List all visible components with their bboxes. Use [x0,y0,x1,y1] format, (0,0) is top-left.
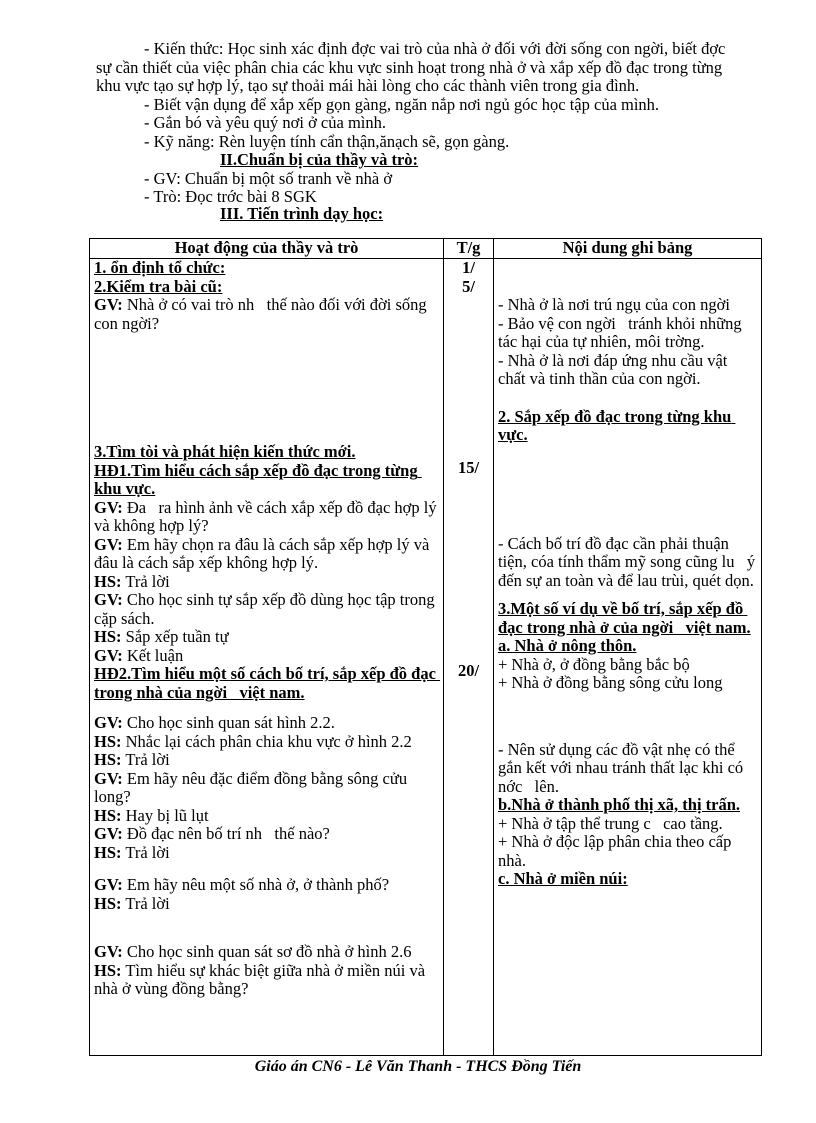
prep-teacher: - GV: Chuẩn bị một số tranh về nhà ở [144,168,393,188]
activities-column [90,259,444,1056]
activity-line: HS: Sắp xếp tuần tự [94,627,229,646]
header-time: T/g [444,239,494,259]
activity-1-heading: HĐ1.Tìm hiểu cách sắp xếp đồ đạc trong từng khu vực. [94,460,422,498]
spacer [498,259,757,296]
content-line: + Nhà ở tập thể trung c cao tầng. [498,813,723,833]
content-line: + Nhà ở đồng bằng sông cửu long [498,673,723,692]
content-line: - Nên sử dụng các đồ vật nhẹ có thể gắn kết với nhau tránh thất lạc khi có nớc lên. [498,739,748,796]
objective-knowledge: - Kiến thức: Học sinh xác định đợc vai trò của nhà ở đối với đời sống con ngời, biết đợc sự cần thiết của việc phân chia các khu vực sinh hoạt trong nhà ở và xắp xếp đồ đạc trong từng khu vực tạo sự hợp lý, tạo sự thoải mái hài lòng cho các thành viên trong gia đình. [96,39,726,95]
objective-skill: - Kỹ năng: Rèn luyện tính cẩn thận,ănạch sẽ, gọn gàng. [144,131,510,151]
activity-line: HS: Tìm hiểu sự khác biệt giữa nhà ở miền núi và nhà ở vùng đồng bằng? [94,960,430,998]
activity-line: GV: Đa ra hình ảnh về cách xắp xếp đồ đạc hợp lý và không hợp lý? [94,497,441,535]
content-column [494,259,762,1056]
content-heading-a: a. Nhà ở nông thôn. [498,636,637,655]
content-line: - Cách bố trí đồ đạc cần phải thuận tiện, cóa tính thẩm mỹ song cũng lu ý đến sự an toàn và để lau trùi, quét dọn. [498,533,760,590]
content-line: + Nhà ở, ở đồng bằng bắc bộ [498,654,690,674]
question-role: GV: Nhà ở có vai trò nh thế nào đối với đời sống con ngời? [94,295,431,333]
objective-attitude: - Gắn bó và yêu quý nơi ở của mình. [144,113,386,132]
activity-line: HS: Trả lời [94,750,170,769]
activity-line: HS: Trả lời [94,571,170,591]
spacer [498,445,757,535]
section-process-heading: III. Tiến trình dạy học: [220,203,384,223]
activity-line: HS: Nhắc lại cách phân chia khu vực ở hình 2.2 [94,731,412,751]
content-line: - Bảo vệ con ngời tránh khỏi những tác hại của tự nhiên, môi trờng. [498,313,746,351]
activity-line: HS: Hay bị lũ lụt [94,805,209,825]
activity-line: HS: Trả lời [94,893,170,913]
content-heading-2: 2. Sắp xếp đồ đạc trong từng khu vực. [498,406,736,444]
page-footer: Giáo án CN6 - Lê Văn Thanh - THCS Đồng Tiến [254,1058,582,1075]
content-heading-3: 3.Một số ví dụ về bố trí, sắp xếp đồ đạc trong nhà ở của ngời việt nam. [498,599,751,637]
step-check-old: 2.Kiểm tra bài cũ: [94,276,223,296]
activity-line: GV: Em hãy nêu đặc điểm đồng bằng sông cửu long? [94,768,412,806]
spacer [498,389,757,408]
activity-line: GV: Đồ đạc nên bố trí nh thế nào? [94,824,330,843]
intro-section [96,40,736,221]
objective-apply: - Biết vận dụng để xắp xếp gọn gàng, ngăn nắp nơi ngủ góc học tập của mình. [144,94,660,114]
activity-line: GV: Cho học sinh quan sát sơ đồ nhà ở hình 2.6 [94,942,412,961]
content-line: - Nhà ở là nơi trú ngụ của con ngời [498,295,730,314]
prep-student: - Trò: Đọc trớc bài 8 SGK [144,187,317,206]
time-4: 20/ [457,660,480,680]
spacer [94,913,439,943]
activity-2-heading: HĐ2.Tìm hiểu một số cách bố trí, sắp xếp đồ đạc trong nhà của ngời việt nam. [94,664,441,702]
header-content: Nội dung ghi bảng [494,239,762,259]
spacer [94,862,439,876]
content-line: - Nhà ở là nơi đáp ứng nhu cầu vật chất và tinh thần của con ngời. [498,350,732,388]
content-heading-b: b.Nhà ở thành phố thị xã, thị trấn. [498,795,741,814]
activity-line: GV: Em hãy chọn ra đâu là cách sắp xếp hợp lý và đâu là cách sắp xếp không hợp lý. [94,534,434,572]
activity-line: GV: Em hãy nêu một số nhà ở, ở thành phố? [94,875,390,894]
content-line: + Nhà ở độc lập phân chia theo cấp nhà. [498,832,736,870]
activity-line: GV: Cho học sinh quan sát hình 2.2. [94,713,335,732]
content-heading-c: c. Nhà ở miền núi: [498,869,628,888]
activity-line: GV: Cho học sinh tự sắp xếp đồ dùng học tập trong cặp sách. [94,590,439,628]
activity-line: HS: Trả lời [94,842,170,862]
time-1: 1/ [462,258,475,277]
activity-line: GV: Kết luận [94,645,184,665]
time-2: 5/ [462,276,475,296]
spacer [94,333,439,443]
spacer [448,478,489,662]
step-discover: 3.Tìm tòi và phát hiện kiến thức mới. [94,442,356,461]
time-column [444,259,494,1056]
time-3: 15/ [457,458,480,477]
spacer [448,296,489,459]
section-preparation-heading: II.Chuẩn bị của thầy và trò: [220,150,419,169]
header-activities: Hoạt động của thầy và trò [90,239,444,259]
step-organize: 1. ổn định tổ chức: [94,258,226,277]
spacer [498,693,757,741]
lesson-table [89,238,762,1056]
